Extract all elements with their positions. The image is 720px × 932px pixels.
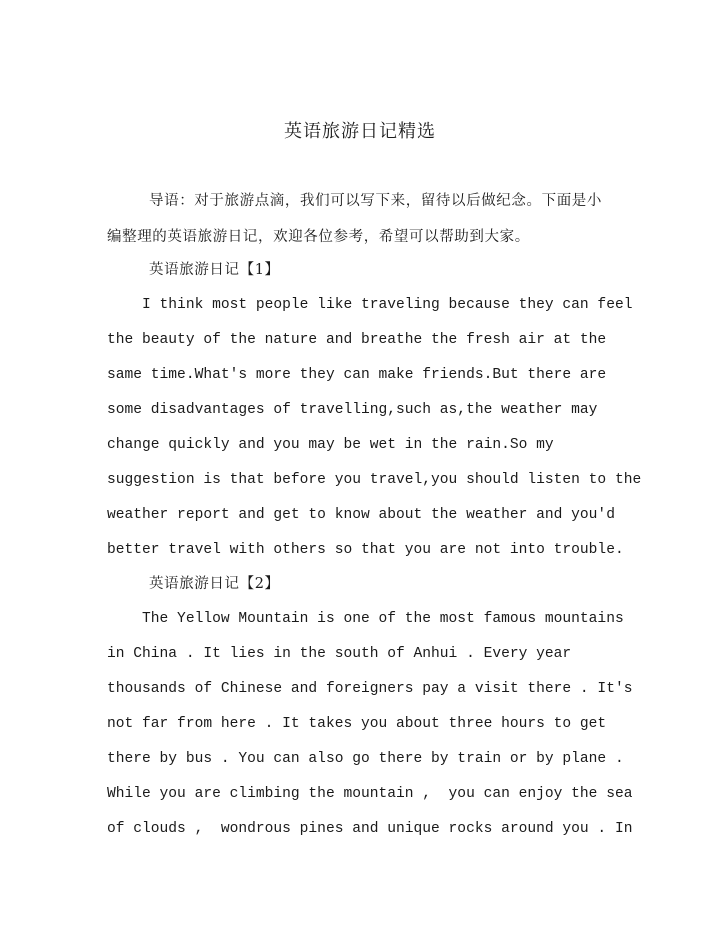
text-line: in China . It lies in the south of Anhui . Every year: [107, 646, 572, 662]
section-heading-2: 英语旅游日记【2】: [149, 576, 280, 592]
text-line: suggestion is that before you travel,you should listen to the: [107, 472, 642, 488]
text-line: some disadvantages of travelling,such as,the weather may: [107, 402, 598, 418]
document-title: 英语旅游日记精选: [284, 121, 436, 142]
text-line: better travel with others so that you are not into trouble.: [107, 542, 624, 558]
text-line: I think most people like traveling because they can feel: [107, 297, 633, 313]
text-line: there by bus . You can also go there by train or by plane .: [107, 751, 624, 767]
text-line: The Yellow Mountain is one of the most famous mountains: [107, 611, 624, 627]
intro-paragraph: 导语：对于旅游点滴，我们可以写下来，留待以后做纪念。下面是小编整理的英语旅游日记，欢迎各位参考，希望可以帮助到大家。: [107, 193, 602, 245]
text-line: While you are climbing the mountain , you can enjoy the sea: [107, 786, 633, 802]
section-1-paragraph: [107, 293, 642, 573]
text-line: of clouds , wondrous pines and unique rocks around you . In: [107, 821, 633, 837]
text-line: the beauty of the nature and breathe the fresh air at the: [107, 332, 607, 348]
text-line: same time.What's more they can make friends.But there are: [107, 367, 607, 383]
section-2-paragraph: [107, 607, 633, 852]
text-line: weather report and get to know about the weather and you'd: [107, 507, 615, 523]
text-line: thousands of Chinese and foreigners pay a visit there . It's: [107, 681, 633, 697]
section-heading-1: 英语旅游日记【1】: [149, 262, 280, 278]
text-line: change quickly and you may be wet in the rain.So my: [107, 437, 554, 453]
text-line: not far from here . It takes you about three hours to get: [107, 716, 607, 732]
